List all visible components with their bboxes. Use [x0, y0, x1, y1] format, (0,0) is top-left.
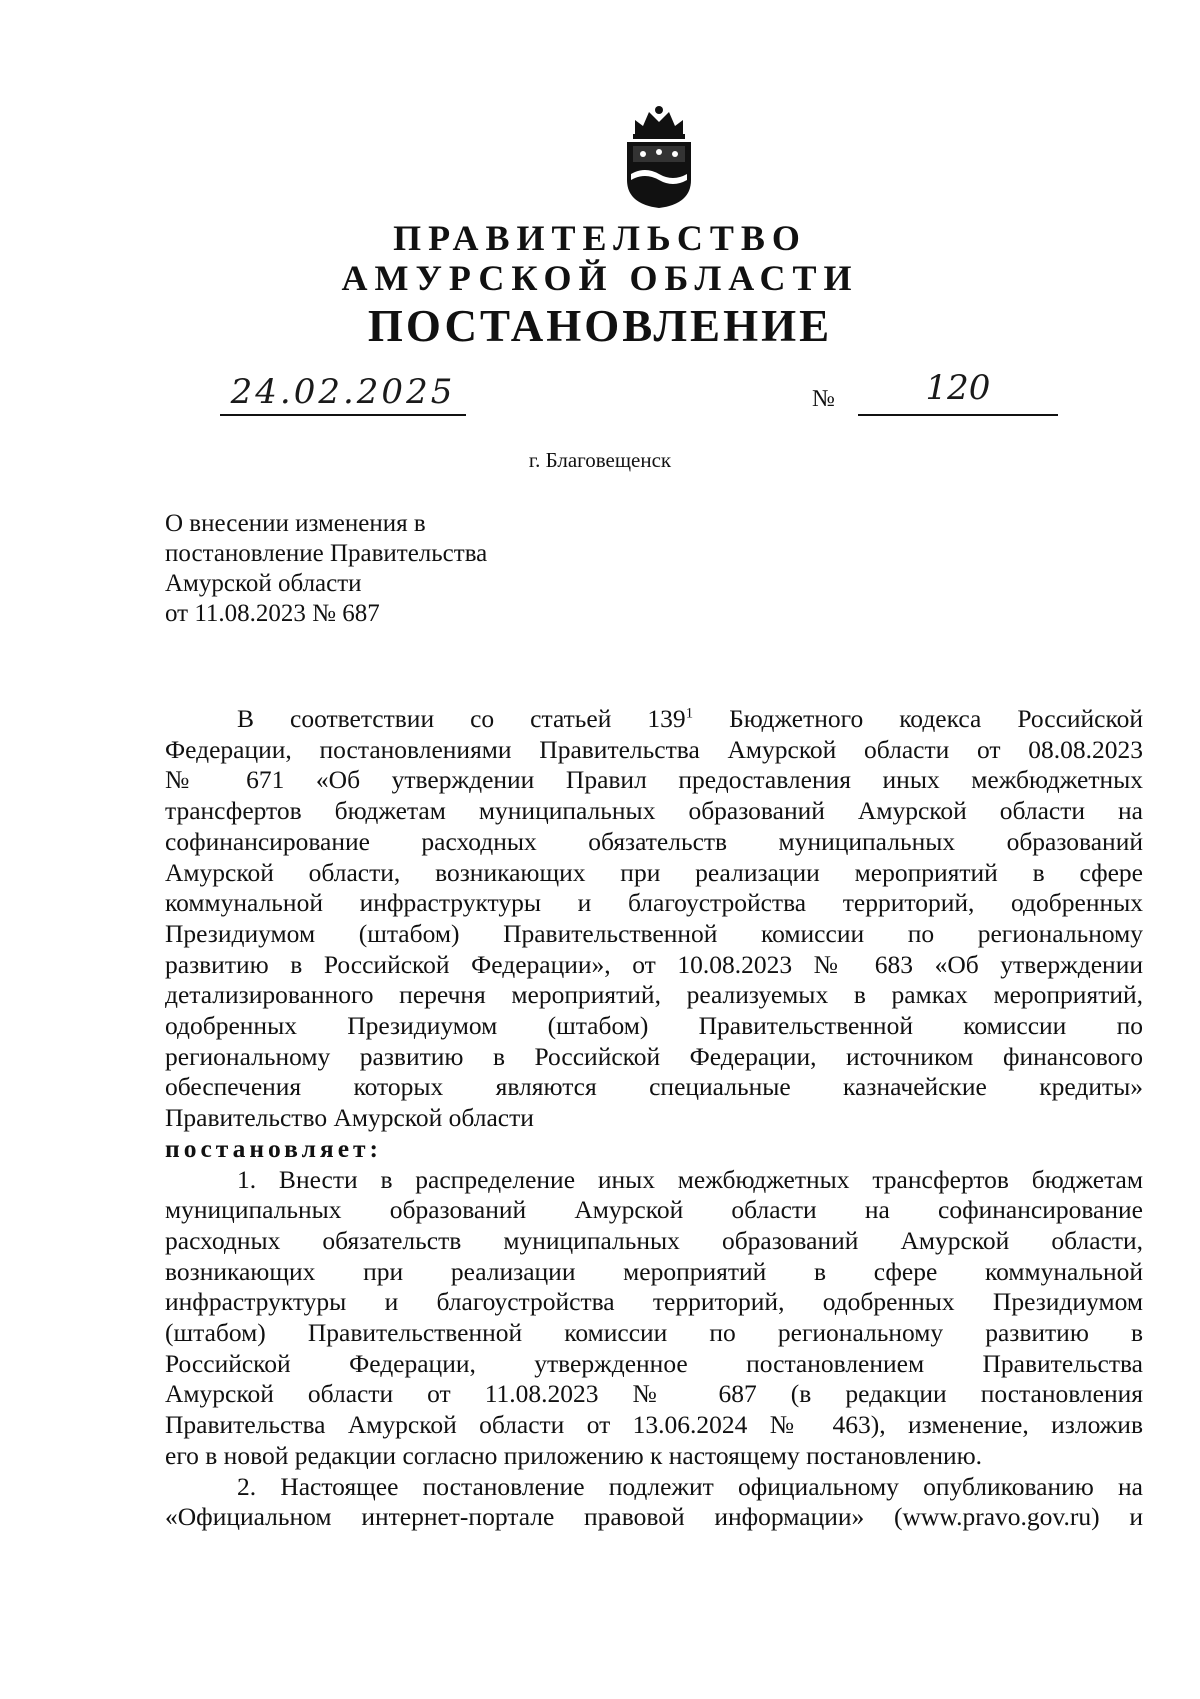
decree-subject	[165, 509, 645, 629]
number-underline	[858, 414, 1058, 416]
subject-line: постановление Правительства	[165, 540, 488, 567]
preamble-line: Амурской области, возникающих при реализации мероприятий в сфере	[165, 857, 1143, 887]
preamble-line: детализированного перечня мероприятий, реализуемых в рамках мероприятий,	[165, 980, 1143, 1010]
government-title-line1: ПРАВИТЕЛЬСТВО	[393, 218, 807, 258]
date-underline	[220, 414, 466, 416]
government-title-line2: АМУРСКОЙ ОБЛАСТИ	[341, 258, 859, 298]
preamble-text: В соответствии со статьей 139	[237, 704, 686, 733]
preamble-line: одобренных Президиумом (штабом) Правительственной комиссии по	[165, 1011, 1143, 1041]
preamble-line: Президиумом (штабом) Правительственной комиссии по региональному	[165, 918, 1143, 948]
number-sign: №	[812, 386, 835, 412]
item1-line: муниципальных образований Амурской области на софинансирование	[165, 1195, 1143, 1225]
item1-line: его в новой редакции согласно приложению к настоящему постановлению.	[165, 1440, 983, 1470]
item1-line: 1. Внести в распределение иных межбюджетных трансфертов бюджетам	[237, 1164, 1143, 1194]
item1-line: (штабом) Правительственной комиссии по региональному развитию в	[165, 1318, 1143, 1348]
decree-number: 120	[925, 368, 991, 408]
preamble-line: Федерации, постановлениями Правительства Амурской области от 08.08.2023	[165, 734, 1143, 764]
item1-line: возникающих при реализации мероприятий в сфере коммунальной	[165, 1256, 1143, 1286]
preamble-line: софинансирование расходных обязательств муниципальных образований	[165, 826, 1143, 856]
article-superscript: 1	[685, 705, 694, 722]
item2-line: 2. Настоящее постановление подлежит официальному опубликованию на	[237, 1471, 1143, 1501]
decree-body	[165, 704, 1143, 1533]
preamble-line: обеспечения которых являются специальные казначейские кредиты»	[165, 1072, 1143, 1102]
preamble-line: Правительство Амурской области	[165, 1103, 534, 1133]
decree-date: 24.02.2025	[230, 372, 456, 412]
subject-line: от 11.08.2023 № 687	[165, 600, 380, 627]
preamble-text: Бюджетного кодекса Российской	[693, 704, 1143, 733]
item2-line: «Официальном интернет-портале правовой информации» (www.pravo.gov.ru) и	[165, 1502, 1143, 1532]
preamble-line: развитию в Российской Федерации», от 10.08.2023 № 683 «Об утверждении	[165, 949, 1143, 979]
city-name: г. Благовещенск	[528, 448, 672, 472]
coat-of-arms-icon	[621, 104, 697, 210]
item1-line: Российской Федерации, утвержденное постановлением Правительства	[165, 1348, 1143, 1378]
subject-line: О внесении изменения в	[165, 510, 426, 537]
preamble-line: региональному развитию в Российской Федерации, источником финансового	[165, 1041, 1143, 1071]
subject-line: Амурской области	[165, 570, 362, 597]
preamble-first-line	[165, 704, 1143, 735]
preamble-line: трансфертов бюджетам муниципальных образований Амурской области на	[165, 796, 1143, 826]
preamble-line: коммунальной инфраструктуры и благоустройства территорий, одобренных	[165, 888, 1143, 918]
item1-line: инфраструктуры и благоустройства территорий, одобренных Президиумом	[165, 1287, 1143, 1317]
item1-line: расходных обязательств муниципальных образований Амурской области,	[165, 1225, 1143, 1255]
resolves-heading: постановляет:	[165, 1133, 383, 1163]
decree-title: ПОСТАНОВЛЕНИЕ	[367, 301, 833, 351]
item1-line: Амурской области от 11.08.2023 № 687 (в редакции постановления	[165, 1379, 1143, 1409]
item1-line: Правительства Амурской области от 13.06.2024 № 463), изменение, изложив	[165, 1410, 1143, 1440]
preamble-line: № 671 «Об утверждении Правил предоставления иных межбюджетных	[165, 765, 1143, 795]
